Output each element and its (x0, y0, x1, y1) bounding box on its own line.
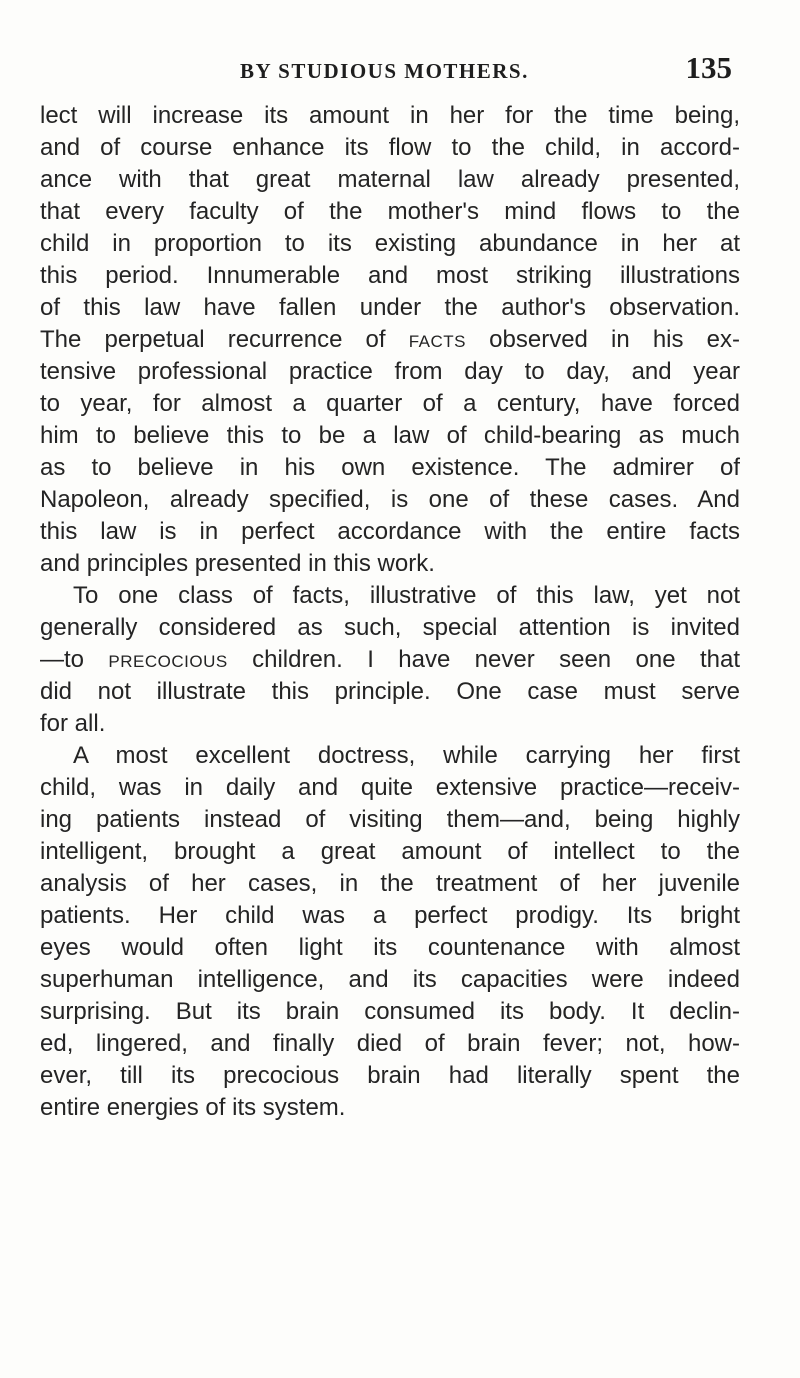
text-segment: ever, till its precocious brain had literally spent the (40, 1062, 740, 1089)
text-line (40, 676, 740, 708)
small-caps-term: precocious (108, 646, 228, 673)
text-segment: analysis of her cases, in the treatment of her juvenile (40, 870, 740, 897)
text-segment: children. I have never seen one that (227, 646, 740, 673)
text-line (40, 740, 740, 772)
text-line (40, 612, 740, 644)
text-segment: ed, lingered, and finally died of brain fever; not, how- (40, 1030, 740, 1057)
text-segment: ing patients instead of visiting them—and, being highly (40, 806, 740, 833)
text-segment: eyes would often light its countenance with almost (40, 934, 740, 961)
text-line (40, 452, 740, 484)
text-segment: A most excellent doctress, while carrying her first (73, 742, 740, 769)
text-segment: The perpetual recurrence of (40, 326, 409, 353)
text-segment: tensive professional practice from day to day, and year (40, 358, 740, 385)
text-segment: did not illustrate this principle. One case must serve (40, 678, 740, 705)
text-line (40, 420, 740, 452)
text-line (40, 900, 740, 932)
text-line (40, 100, 740, 132)
text-segment: surprising. But its brain consumed its body. It declin- (40, 998, 740, 1025)
text-segment: him to believe this to be a law of child-bearing as much (40, 422, 740, 449)
text-line (40, 132, 740, 164)
text-line (40, 580, 740, 612)
text-segment: that every faculty of the mother's mind flows to the (40, 198, 740, 225)
text-segment: To one class of facts, illustrative of this law, yet not (73, 582, 740, 609)
text-line (40, 1060, 740, 1092)
text-segment: child, was in daily and quite extensive practice—receiv- (40, 774, 740, 801)
text-segment: to year, for almost a quarter of a century, have forced (40, 390, 740, 417)
text-segment: Napoleon, already specified, is one of these cases. And (40, 486, 740, 513)
text-segment: patients. Her child was a perfect prodigy. Its bright (40, 902, 740, 929)
text-segment: and principles presented in this work. (40, 550, 435, 577)
text-line (40, 388, 740, 420)
text-segment: for all. (40, 710, 106, 737)
text-line (40, 484, 740, 516)
text-line (40, 324, 740, 356)
text-line (40, 708, 740, 740)
text-line (40, 964, 740, 996)
small-caps-term: facts (408, 326, 467, 353)
text-line (40, 644, 740, 676)
text-line (40, 548, 740, 580)
text-line (40, 164, 740, 196)
text-segment: entire energies of its system. (40, 1094, 346, 1121)
text-segment: this law is in perfect accordance with the entire facts (40, 518, 740, 545)
text-line (40, 772, 740, 804)
text-segment: —to (40, 646, 109, 673)
text-segment: as to believe in his own existence. The admirer of (40, 454, 740, 481)
text-line (40, 1028, 740, 1060)
text-segment: intelligent, brought a great amount of intellect to the (40, 838, 740, 865)
text-line (40, 804, 740, 836)
text-segment: child in proportion to its existing abundance in her at (40, 230, 740, 257)
page-number: 135 (685, 50, 732, 85)
text-line (40, 836, 740, 868)
text-line (40, 260, 740, 292)
text-line (40, 196, 740, 228)
text-segment: observed in his ex- (466, 326, 740, 353)
text-line (40, 292, 740, 324)
text-segment: ance with that great maternal law already presented, (40, 166, 740, 193)
text-line (40, 1092, 740, 1124)
text-segment: and of course enhance its flow to the child, in accord- (40, 134, 740, 161)
text-segment: generally considered as such, special attention is invited (40, 614, 740, 641)
running-title: BY STUDIOUS MOTHERS. (240, 59, 529, 83)
text-line (40, 516, 740, 548)
text-segment: lect will increase its amount in her for the time being, (40, 102, 740, 129)
text-segment: this period. Innumerable and most striking illustrations (40, 262, 740, 289)
text-line (40, 868, 740, 900)
text-line (40, 356, 740, 388)
text-line (40, 996, 740, 1028)
running-head (40, 50, 732, 90)
body-text (40, 100, 740, 1124)
text-line (40, 932, 740, 964)
text-segment: superhuman intelligence, and its capacities were indeed (40, 966, 740, 993)
text-segment: of this law have fallen under the author's observation. (40, 294, 740, 321)
text-line (40, 228, 740, 260)
